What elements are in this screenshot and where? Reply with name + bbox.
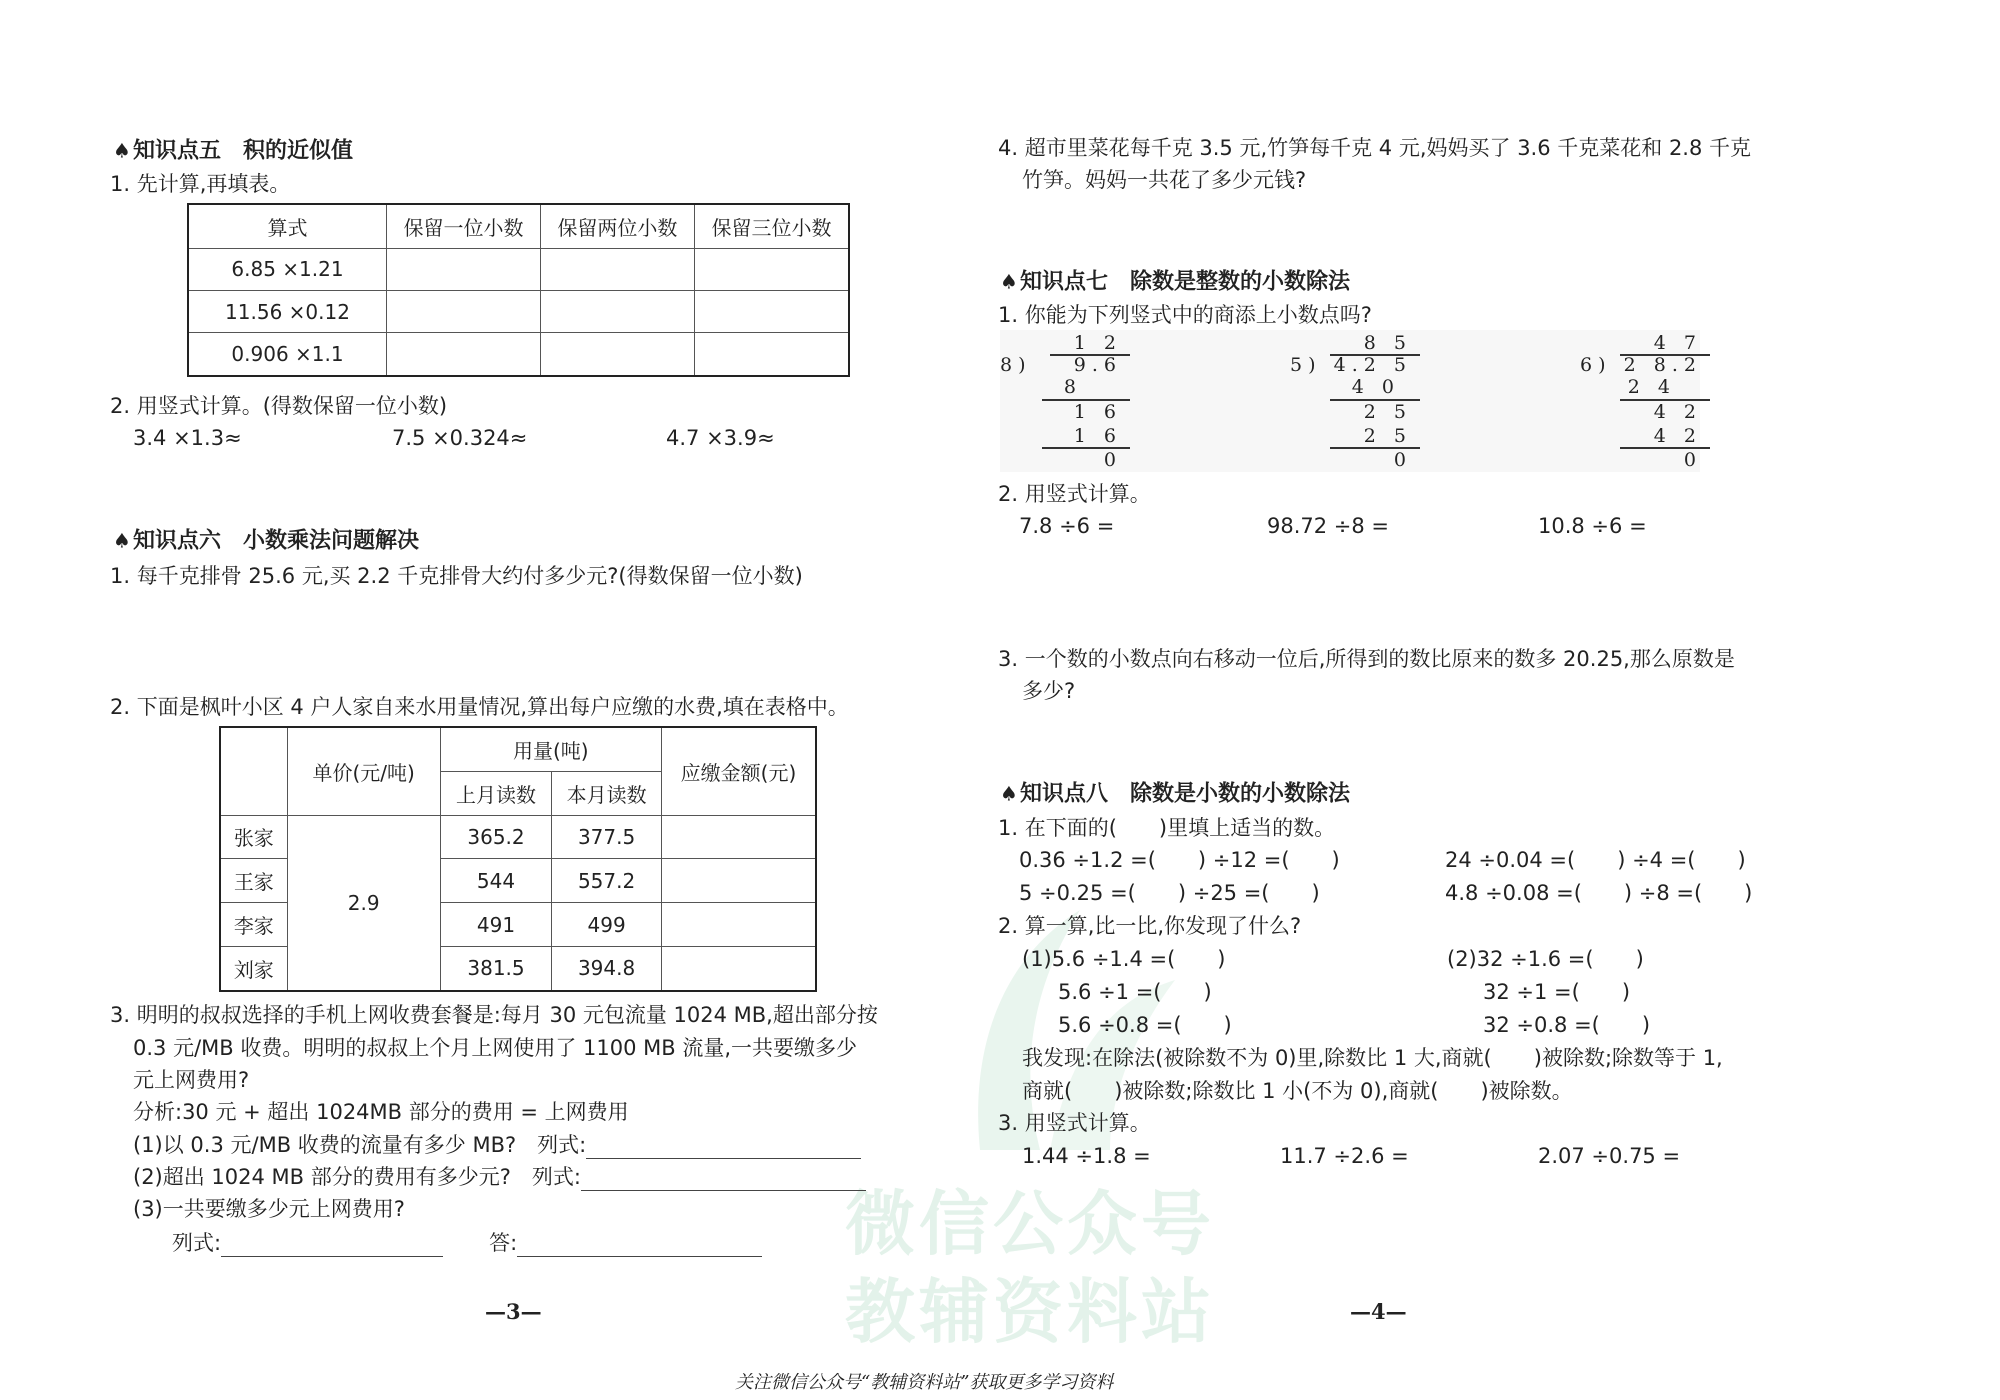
section8-heading (1000, 780, 1350, 809)
q4-line: 4. 超市里菜花每千克 3.5 元,竹笋每千克 4 元,妈妈买了 3.6 千克菜花和 2.8 千克 (998, 136, 1752, 160)
analysis: 分析:30 元 + 超出 1024MB 部分的费用 = 上网费用 (133, 1100, 629, 1124)
s8-q1-expr: 4.8 ÷0.08 =( ) ÷8 =( ) (1445, 881, 1753, 905)
th-amount: 应缴金额(元) (661, 727, 816, 815)
amount-cell[interactable] (661, 903, 816, 947)
formula-label: 列式: (172, 1231, 222, 1255)
last-cell: 381.5 (440, 946, 552, 991)
section7-title: 知识点七 除数是整数的小数除法 (1019, 269, 1350, 295)
s8-q3-expr: 11.7 ÷2.6 = (1280, 1144, 1409, 1168)
answer-cell[interactable] (540, 290, 694, 332)
this-cell: 377.5 (552, 815, 662, 859)
formula-row (172, 1229, 762, 1257)
spade-icon: ♠ (113, 528, 131, 553)
s5-q2: 2. 用竖式计算。(得数保留一位小数) (110, 394, 448, 418)
section7-heading (1000, 268, 1350, 297)
section8-title: 知识点八 除数是小数的小数除法 (1019, 781, 1350, 807)
s8-q2: 2. 算一算,比一比,你发现了什么? (998, 914, 1302, 938)
household-cell: 李家 (220, 903, 287, 947)
sub2-text: (2)超出 1024 MB 部分的费用有多少元? 列式: (133, 1165, 581, 1189)
long-division (1580, 333, 1710, 473)
answer-cell[interactable] (387, 290, 541, 332)
quotient: 4 7 (1653, 332, 1702, 354)
long-division (1000, 333, 1130, 473)
answer-cell[interactable] (694, 290, 849, 332)
th-this: 本月读数 (552, 771, 662, 815)
long-division (1290, 333, 1420, 473)
s8-q2-right: 32 ÷0.8 =( ) (1483, 1013, 1651, 1037)
dividend: 4.2 5 (1333, 354, 1412, 376)
last-cell: 365.2 (440, 815, 552, 859)
divisor: 6) (1580, 354, 1612, 376)
th-price: 单价(元/吨) (287, 727, 440, 815)
dividend: 2 8.2 (1623, 354, 1702, 376)
th-expr: 算式 (188, 204, 387, 248)
th-3dp: 保留三位小数 (694, 204, 849, 248)
s6-q3-line: 元上网费用? (133, 1068, 250, 1092)
watermark-line2: 教辅资料站 (845, 1271, 1215, 1353)
answer-cell[interactable] (694, 333, 849, 376)
s8-q2-right: 32 ÷1 =( ) (1483, 980, 1631, 1004)
th-1dp: 保留一位小数 (387, 204, 541, 248)
s5-q1: 1. 先计算,再填表。 (110, 172, 291, 196)
answer-cell[interactable] (540, 333, 694, 376)
last-cell: 491 (440, 903, 552, 947)
section6-heading (113, 527, 419, 556)
step: 1 6 (1073, 425, 1122, 447)
s5-q2-expr: 3.4 ×1.3≈ (133, 426, 242, 450)
step: 2 5 (1363, 401, 1412, 423)
s8-q3-expr: 2.07 ÷0.75 = (1538, 1144, 1681, 1168)
sub1 (133, 1131, 861, 1159)
s8-q1-expr: 0.36 ÷1.2 =( ) ÷12 =( ) (1019, 848, 1340, 872)
expr-cell: 6.85 ×1.21 (188, 248, 387, 290)
th-2dp: 保留两位小数 (540, 204, 694, 248)
formula-line[interactable] (221, 1234, 443, 1257)
section5-heading (113, 137, 353, 166)
last-cell: 544 (440, 859, 552, 903)
quotient: 8 5 (1363, 332, 1412, 354)
quotient: 1 2 (1073, 332, 1122, 354)
water-table (219, 726, 817, 992)
s7-q2-expr: 98.72 ÷8 = (1267, 514, 1390, 538)
s8-q1-expr: 24 ÷0.04 =( ) ÷4 =( ) (1445, 848, 1746, 872)
finding-line: 我发现:在除法(被除数不为 0)里,除数比 1 大,商就( )被除数;除数等于 1, (1022, 1046, 1723, 1070)
expr-cell: 11.56 ×0.12 (188, 290, 387, 332)
s7-q2: 2. 用竖式计算。 (998, 482, 1151, 506)
blank-header (220, 727, 287, 815)
step: 4 2 (1653, 425, 1702, 447)
sub2-answer-line[interactable] (581, 1168, 866, 1191)
footer-note: 关注微信公众号“教辅资料站”获取更多学习资料 (735, 1372, 1114, 1393)
amount-cell[interactable] (661, 859, 816, 903)
section6-title: 知识点六 小数乘法问题解决 (132, 528, 419, 554)
s7-q1: 1. 你能为下列竖式中的商添上小数点吗? (998, 303, 1372, 327)
s6-q3-line: 3. 明明的叔叔选择的手机上网收费套餐是:每月 30 元包流量 1024 MB,超出部分按 (110, 1003, 878, 1027)
s7-q2-expr: 7.8 ÷6 = (1019, 514, 1115, 538)
answer-label: 答: (489, 1231, 518, 1255)
this-cell: 557.2 (552, 859, 662, 903)
s8-q3-expr: 1.44 ÷1.8 = (1022, 1144, 1151, 1168)
step: 4 0 (1351, 376, 1400, 398)
sub2 (133, 1163, 866, 1191)
sub1-answer-line[interactable] (586, 1136, 861, 1159)
step: 0 (1683, 449, 1702, 471)
s7-q3-line: 多少? (1022, 679, 1076, 703)
price-cell: 2.9 (287, 815, 440, 991)
page-number-3: —3— (485, 1299, 542, 1324)
s5-q2-expr: 4.7 ×3.9≈ (666, 426, 775, 450)
s8-q1-expr: 5 ÷0.25 =( ) ÷25 =( ) (1019, 881, 1320, 905)
dividend: 9.6 (1073, 354, 1122, 376)
table-row (188, 248, 849, 290)
approx-table (187, 203, 850, 377)
divisor: 8) (1000, 354, 1032, 376)
step: 4 2 (1653, 401, 1702, 423)
step: 0 (1393, 449, 1412, 471)
household-cell: 王家 (220, 859, 287, 903)
answer-cell[interactable] (694, 248, 849, 290)
s8-q3: 3. 用竖式计算。 (998, 1111, 1151, 1135)
this-cell: 499 (552, 903, 662, 947)
s6-q3-line: 0.3 元/MB 收费。明明的叔叔上个月上网使用了 1100 MB 流量,一共要缴多少 (133, 1036, 858, 1060)
expr-cell: 0.906 ×1.1 (188, 333, 387, 376)
this-cell: 394.8 (552, 946, 662, 991)
s8-q2-left: 5.6 ÷0.8 =( ) (1058, 1013, 1232, 1037)
s7-q2-expr: 10.8 ÷6 = (1538, 514, 1647, 538)
th-usage: 用量(吨) (440, 727, 661, 771)
step: 0 (1103, 449, 1122, 471)
step: 8 (1063, 376, 1082, 398)
amount-cell[interactable] (661, 946, 816, 991)
s7-q3-line: 3. 一个数的小数点向右移动一位后,所得到的数比原来的数多 20.25,那么原数是 (998, 647, 1735, 671)
spade-icon: ♠ (1000, 269, 1018, 294)
answer-cell[interactable] (387, 248, 541, 290)
s8-q2-left: 5.6 ÷1 =( ) (1058, 980, 1212, 1004)
th-last: 上月读数 (440, 771, 552, 815)
spade-icon: ♠ (113, 138, 131, 163)
s6-q2: 2. 下面是枫叶小区 4 户人家自来水用量情况,算出每户应缴的水费,填在表格中。 (110, 695, 849, 719)
household-cell: 张家 (220, 815, 287, 859)
answer-cell[interactable] (540, 248, 694, 290)
spade-icon: ♠ (1000, 781, 1018, 806)
s5-q2-expr: 7.5 ×0.324≈ (392, 426, 528, 450)
divisor: 5) (1290, 354, 1322, 376)
step: 2 4 (1627, 376, 1676, 398)
watermark-line1: 微信公众号 (845, 1183, 1215, 1265)
household-cell: 刘家 (220, 946, 287, 991)
s8-q2-right: (2)32 ÷1.6 =( ) (1447, 947, 1644, 971)
page-number-4: —4— (1350, 1299, 1407, 1324)
sub1-text: (1)以 0.3 元/MB 收费的流量有多少 MB? 列式: (133, 1133, 587, 1157)
table-row (188, 333, 849, 376)
amount-cell[interactable] (661, 815, 816, 859)
step: 2 5 (1363, 425, 1412, 447)
s8-q1: 1. 在下面的( )里填上适当的数。 (998, 816, 1336, 840)
section5-title: 知识点五 积的近似值 (132, 138, 353, 164)
answer-line[interactable] (517, 1234, 762, 1257)
table-row (188, 290, 849, 332)
q4-line: 竹笋。妈妈一共花了多少元钱? (1022, 168, 1307, 192)
answer-cell[interactable] (387, 333, 541, 376)
s6-q1: 1. 每千克排骨 25.6 元,买 2.2 千克排骨大约付多少元?(得数保留一位小数) (110, 564, 803, 588)
step: 1 6 (1073, 401, 1122, 423)
finding-line: 商就( )被除数;除数比 1 小(不为 0),商就( )被除数。 (1022, 1079, 1573, 1103)
s8-q2-left: (1)5.6 ÷1.4 =( ) (1022, 947, 1226, 971)
sub3: (3)一共要缴多少元上网费用? (133, 1197, 405, 1221)
table-row (220, 815, 816, 859)
